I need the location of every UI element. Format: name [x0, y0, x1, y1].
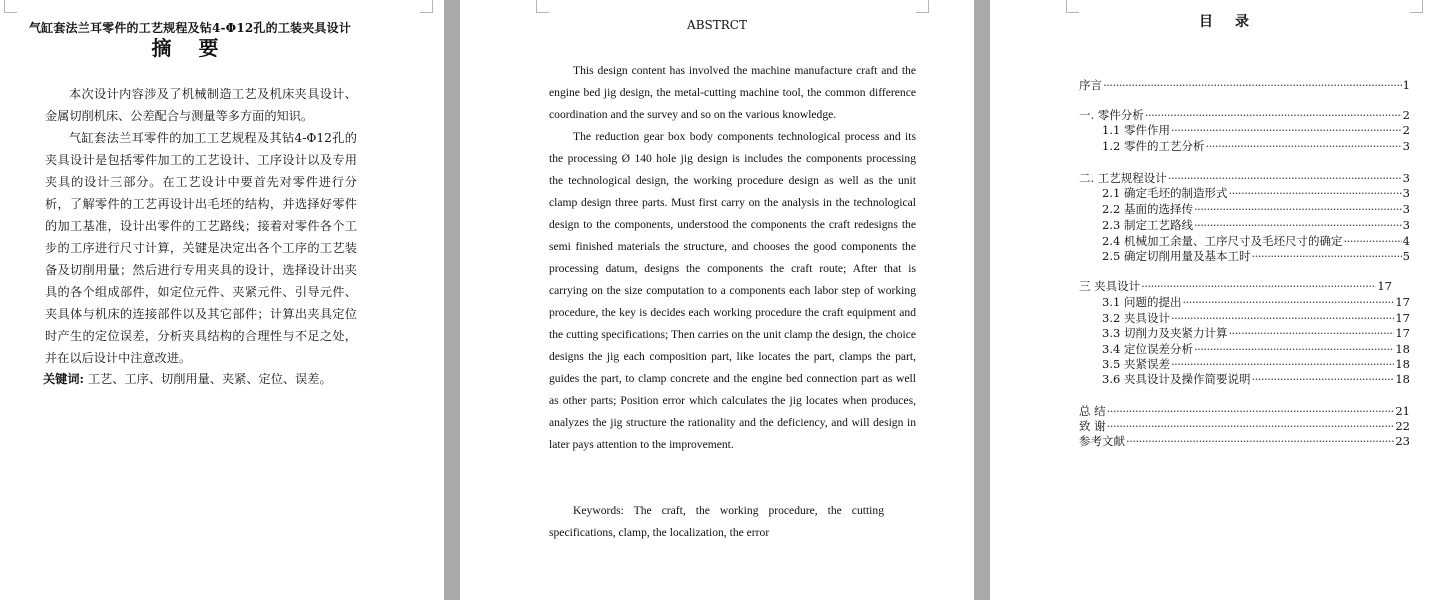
toc-entry-label: 3.6 夹具设计及操作简要说明 — [1102, 372, 1251, 386]
toc-entry-page: 3 — [1402, 171, 1410, 185]
toc-entry-page: 4 — [1402, 234, 1410, 248]
toc-entry-page: 22 — [1395, 419, 1410, 433]
toc-entry-page: 2 — [1402, 123, 1410, 137]
toc-entry[interactable] — [1102, 326, 1410, 340]
toc-entry[interactable] — [1102, 234, 1410, 248]
toc-entry[interactable] — [1102, 249, 1410, 263]
toc-entry[interactable] — [1079, 419, 1410, 433]
toc-entry[interactable] — [1102, 218, 1410, 232]
toc-entry-page: 23 — [1395, 434, 1410, 448]
toc-entry-page: 2 — [1402, 108, 1410, 122]
abstract-paragraph: The reduction gear box body components technological process and its the processing Ø 140 hole jig design is includes the components processing the technological design, the working procedure design as well as the unit clamp design three parts. Must first carry on the analysis in the technological design to the components, understood the components the craft redesigns the semi finished materials the structure, and chooses the good components the processing datum, designs the components the craft route; After that is carrying on the size computation to a components each labor step of working procedure, the key is decides each working procedure the craft equipment and the cutting specifications; Then carries on the unit clamp the design, the choice designs the jig each composition part, like locates the part, clamps the part, guides the part, to clamp concrete and the engine bed connection part as well as other parts; Position error which calculates the jig locates when produces, analyzes the jig structure the rationality and the deficiency, and will design in later pays attention to the improvement. — [549, 130, 916, 451]
toc-entry[interactable] — [1079, 108, 1410, 122]
toc-entry-label: 二. 工艺规程设计 — [1079, 171, 1167, 185]
toc-entry-page: 3 — [1402, 218, 1410, 232]
thesis-title: 气缸套法兰耳零件的工艺规程及钻4-Φ12孔的工装夹具设计 — [28, 21, 352, 35]
toc-entry[interactable] — [1102, 139, 1410, 153]
toc-entry[interactable] — [1102, 202, 1410, 216]
abstract-heading: 摘 要 — [151, 36, 229, 60]
toc-entry-label: 致 谢 — [1079, 419, 1106, 433]
toc-entry-label: 3.3 切削力及夹紧力计算 — [1102, 326, 1228, 340]
toc-entry-page: 3 — [1402, 202, 1410, 216]
toc-heading: 目录 — [1199, 14, 1271, 30]
toc-entry-page: 21 — [1395, 404, 1410, 418]
toc-entry[interactable] — [1079, 434, 1410, 448]
abstract-paragraph: 本次设计内容涉及了机械制造工艺及机床夹具设计、金属切削机床、公差配合与测量等多方面的知识。 — [45, 87, 357, 123]
toc-entry[interactable] — [1102, 295, 1410, 309]
margin-marker — [916, 0, 929, 13]
toc-entry-label: 3.1 问题的提出 — [1102, 295, 1182, 309]
toc-entry[interactable] — [1079, 404, 1410, 418]
toc-entry-page: 18 — [1395, 372, 1410, 386]
toc-entry[interactable] — [1102, 123, 1410, 137]
toc-entry[interactable] — [1102, 357, 1410, 371]
toc-entry-label: 参考文献 — [1079, 434, 1125, 448]
toc-entry[interactable] — [1102, 372, 1410, 386]
document-page-table-of-contents — [990, 0, 1442, 600]
abstract-paragraph: 气缸套法兰耳零件的加工工艺规程及其钻4-Φ12孔的夹具设计是包括零件加工的工艺设计、工序设计以及专用夹具的设计三部分。在工艺设计中要首先对零件进行分析，了解零件的工艺再设计出毛坯的结构，并选择好零件的加工基准，设计出零件的工艺路线；接着对零件各个工步的工序进行尺寸计算，关键是决定出各个工序的工艺装备及切削用量；然后进行专用夹具的设计，选择设计出夹具的各个组成部件，如定位元件、夹紧元件、引导元件、夹具体与机床的连接部件以及其它部件；计算出夹具定位时产生的定位误差，分析夹具结构的合理性与不足之处，并在以后设计中注意改进。 — [45, 131, 357, 365]
margin-marker — [4, 0, 17, 13]
toc-entry[interactable] — [1079, 171, 1410, 185]
toc-entry-label: 一. 零件分析 — [1079, 108, 1144, 122]
toc-entry-label: 2.1 确定毛坯的制造形式 — [1102, 186, 1228, 200]
abstract-heading: ABSTRCT — [687, 18, 747, 32]
toc-entry-page: 17 — [1395, 326, 1410, 340]
keywords-text: 工艺、工序、切削用量、夹紧、定位、误差。 — [87, 372, 332, 386]
toc-entry-label: 2.2 基面的选择传 — [1102, 202, 1193, 216]
toc-entry-page: 5 — [1402, 249, 1410, 263]
toc-entry[interactable] — [1102, 342, 1410, 356]
toc-entry[interactable] — [1079, 279, 1392, 293]
toc-entry-label: 2.4 机械加工余量、工序尺寸及毛坯尺寸的确定 — [1102, 234, 1343, 248]
toc-entry-label: 3.2 夹具设计 — [1102, 311, 1170, 325]
toc-entry-page: 18 — [1395, 357, 1410, 371]
document-page-english-abstract — [460, 0, 974, 600]
toc-entry-page: 3 — [1402, 186, 1410, 200]
toc-entry-page: 17 — [1395, 295, 1410, 309]
margin-marker — [536, 0, 549, 13]
toc-entry-page: 3 — [1402, 139, 1410, 153]
toc-entry-page: 17 — [1395, 311, 1410, 325]
document-page-chinese-abstract — [0, 0, 444, 600]
toc-entry-label: 2.5 确定切削用量及基本工时 — [1102, 249, 1251, 263]
toc-entry-label: 2.3 制定工艺路线 — [1102, 218, 1193, 232]
toc-entry[interactable] — [1102, 186, 1410, 200]
toc-entry-page: 18 — [1395, 342, 1410, 356]
toc-entry-page: 17 — [1377, 279, 1392, 293]
toc-entry-label: 3.5 夹紧误差 — [1102, 357, 1170, 371]
toc-entry-label: 3.4 定位误差分析 — [1102, 342, 1193, 356]
toc-entry[interactable] — [1102, 311, 1410, 325]
toc-entry-label: 1.1 零件作用 — [1102, 123, 1170, 137]
margin-marker — [420, 0, 433, 13]
abstract-body — [45, 83, 357, 369]
keywords-label: 关键词: — [43, 372, 85, 386]
keywords-line — [43, 369, 363, 389]
toc-entry-label: 序言 — [1079, 78, 1102, 92]
keywords-line: Keywords: The craft, the working procedure, the cutting specifications, clamp, the localization, the error — [549, 504, 884, 539]
abstract-body — [549, 60, 916, 456]
toc-entry-label: 1.2 零件的工艺分析 — [1102, 139, 1205, 153]
toc-entry[interactable] — [1079, 78, 1410, 92]
toc-entry-label: 总 结 — [1079, 404, 1106, 418]
toc-entry-label: 三 夹具设计 — [1079, 279, 1141, 293]
abstract-paragraph: This design content has involved the machine manufacture craft and the engine bed jig design, the metal-cutting machine tool, the common difference coordination and the survey and so on the various knowledge. — [549, 64, 916, 121]
toc-entry-page: 1 — [1402, 78, 1410, 92]
